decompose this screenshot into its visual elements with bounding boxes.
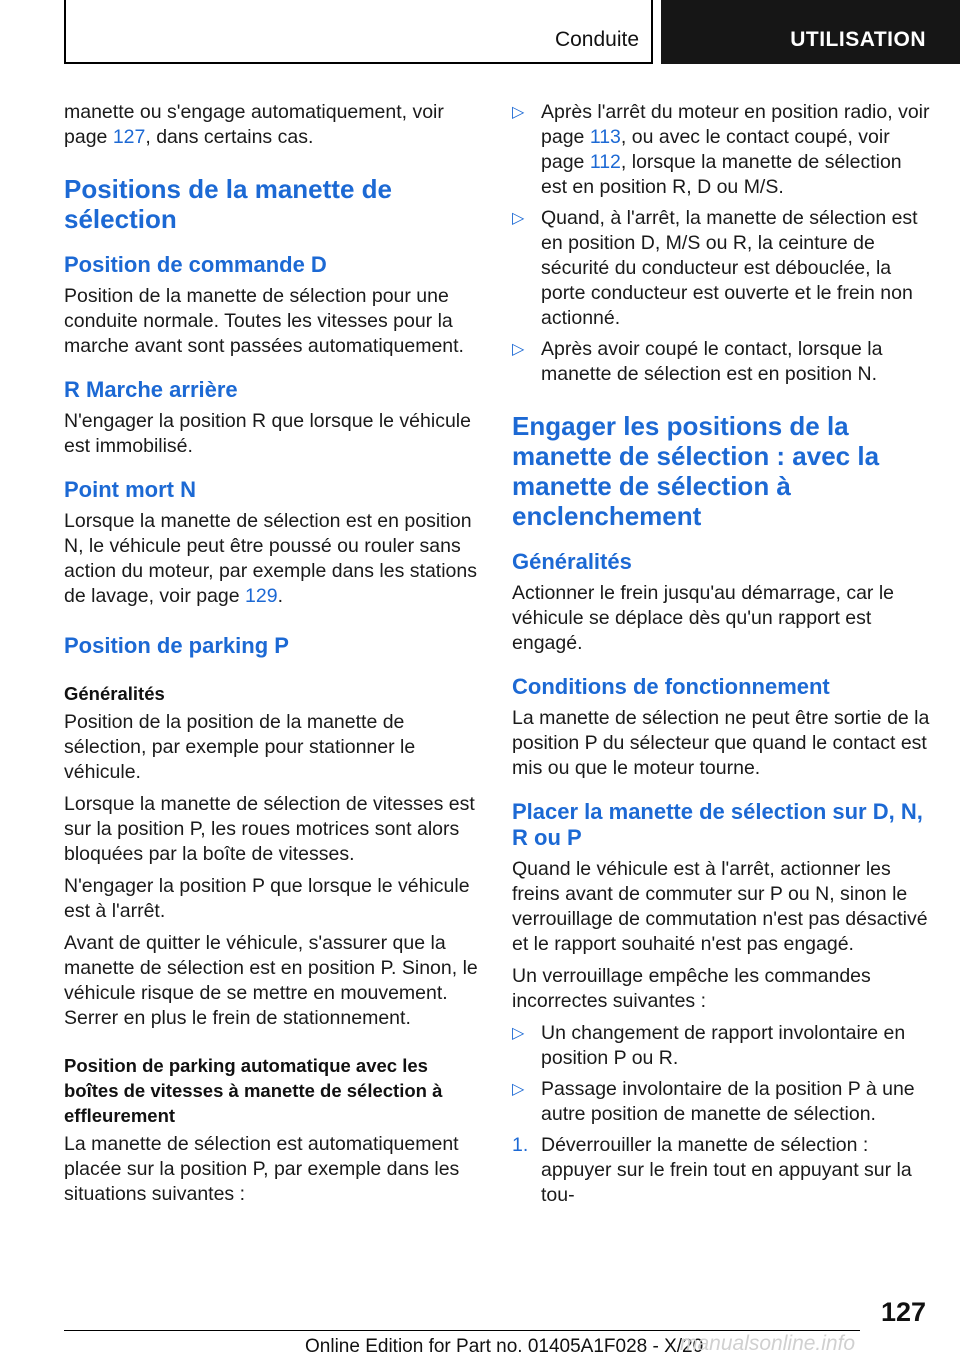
paragraph: Lorsque la manette de sélection est en position N, le véhicule peut être poussé ou rouler sans action du moteur, par exemple dans les stations de lavage, voir page 129. bbox=[64, 510, 477, 607]
watermark: manualsonline.info bbox=[680, 1332, 856, 1355]
subsection-heading: Conditions de fonctionnement bbox=[512, 674, 830, 699]
paragraph: La manette de sélection est automatiquement placée sur la position P, par exemple dans les situations suivantes : bbox=[64, 1133, 460, 1205]
section-title: Conduite bbox=[554, 28, 639, 51]
subsection-heading: Généralités bbox=[512, 549, 632, 574]
paragraph: N'engager la position R que lorsque le véhicule est immobilisé. bbox=[64, 410, 471, 457]
right-column bbox=[512, 100, 932, 1214]
triangle-bullet-icon: ▷ bbox=[512, 210, 525, 227]
section-tab bbox=[64, 0, 653, 64]
page-link[interactable]: 127 bbox=[112, 126, 146, 148]
subsection-heading: Position de parking P bbox=[64, 633, 289, 658]
paragraph: Position de la manette de sélection pour une conduite normale. Toutes les vitesses pour la marche avant sont passées automatiquement. bbox=[64, 285, 464, 357]
step-number: 1. bbox=[512, 1134, 529, 1156]
page-link[interactable]: 112 bbox=[589, 151, 621, 173]
list-item: ▷ Quand, à l'arrêt, la manette de sélection est en position D, M/S ou R, la ceinture de sécurité du conducteur est débouclée, la porte conducteur est ouverte et le frein non actionné. bbox=[512, 207, 918, 329]
page-number: 127 bbox=[880, 1297, 926, 1327]
section-heading: Engager les positions de la manette de sélection : avec la manette de sélection à enclenchement bbox=[512, 411, 880, 531]
list-item: ▷ Un changement de rapport involontaire en position P ou R. bbox=[512, 1022, 906, 1069]
left-column bbox=[64, 100, 479, 1214]
list-item: ▷ Après l'arrêt du moteur en position radio, voir page 113, ou avec le contact coupé, voir page 112, lorsque la manette de sélection est en position R, D ou M/S. bbox=[512, 101, 930, 198]
paragraph: manette ou s'engage automatiquement, voir page 127, dans certains cas. bbox=[64, 101, 444, 148]
subsection-heading: Point mort N bbox=[64, 477, 196, 502]
triangle-bullet-icon: ▷ bbox=[512, 341, 525, 358]
subsection-heading: Placer la manette de sélection sur D, N, R ou P bbox=[512, 799, 923, 850]
triangle-bullet-icon: ▷ bbox=[512, 1025, 525, 1042]
list-item: ▷ Passage involontaire de la position P à une autre position de manette de sélection. bbox=[512, 1078, 915, 1125]
page-header bbox=[64, 0, 960, 64]
page-link[interactable]: 129 bbox=[245, 585, 278, 607]
minor-heading: Généralités bbox=[64, 683, 165, 704]
page-link[interactable]: 113 bbox=[589, 126, 621, 148]
paragraph: Actionner le frein jusqu'au démarrage, car le véhicule se déplace dès qu'un rapport est engagé. bbox=[512, 582, 895, 654]
chapter-title: UTILISATION bbox=[790, 28, 926, 51]
subsection-heading: R Marche arrière bbox=[64, 377, 238, 402]
section-heading: Positions de la manette de sélection bbox=[64, 174, 392, 234]
chapter-tab bbox=[661, 0, 960, 64]
subsection-heading: Position de commande D bbox=[64, 252, 327, 277]
paragraph: La manette de sélection ne peut être sortie de la position P du sélecteur que quand le contact est mis ou que le moteur tourne. bbox=[512, 707, 930, 779]
paragraph: Un verrouillage empêche les commandes incorrectes suivantes : bbox=[512, 965, 871, 1012]
numbered-step: 1. Déverrouiller la manette de sélection : appuyer sur le frein tout en appuyant sur la tou- bbox=[512, 1134, 912, 1206]
minor-heading: Position de parking automatique avec les boîtes de vitesses à manette de sélection à effleurement bbox=[64, 1055, 443, 1126]
triangle-bullet-icon: ▷ bbox=[512, 104, 525, 121]
list-item: ▷ Après avoir coupé le contact, lorsque la manette de sélection est en position N. bbox=[512, 338, 883, 385]
triangle-bullet-icon: ▷ bbox=[512, 1081, 525, 1098]
paragraph: Position de la position de la manette de sélection, par exemple pour stationner le véhicule. bbox=[64, 711, 416, 783]
footer-divider bbox=[64, 1330, 860, 1331]
footer-edition: Online Edition for Part no. 01405A1F028 - X/20 bbox=[305, 1336, 704, 1357]
paragraph: Avant de quitter le véhicule, s'assurer que la manette de sélection est en position P. Sinon, le véhicule risque de se mettre en mouvement. Serrer en plus le frein de stationnement. bbox=[64, 932, 478, 1029]
paragraph: N'engager la position P que lorsque le véhicule est à l'arrêt. bbox=[64, 875, 470, 922]
paragraph: Lorsque la manette de sélection de vitesses est sur la position P, les roues motrices sont alors bloquées par la boîte de vitesses. bbox=[64, 793, 475, 865]
paragraph: Quand le véhicule est à l'arrêt, actionner les freins avant de commuter sur P ou N, sinon le verrouillage de commutation n'est pas désactivé et le rapport souhaité n'est pas engagé. bbox=[512, 858, 928, 955]
